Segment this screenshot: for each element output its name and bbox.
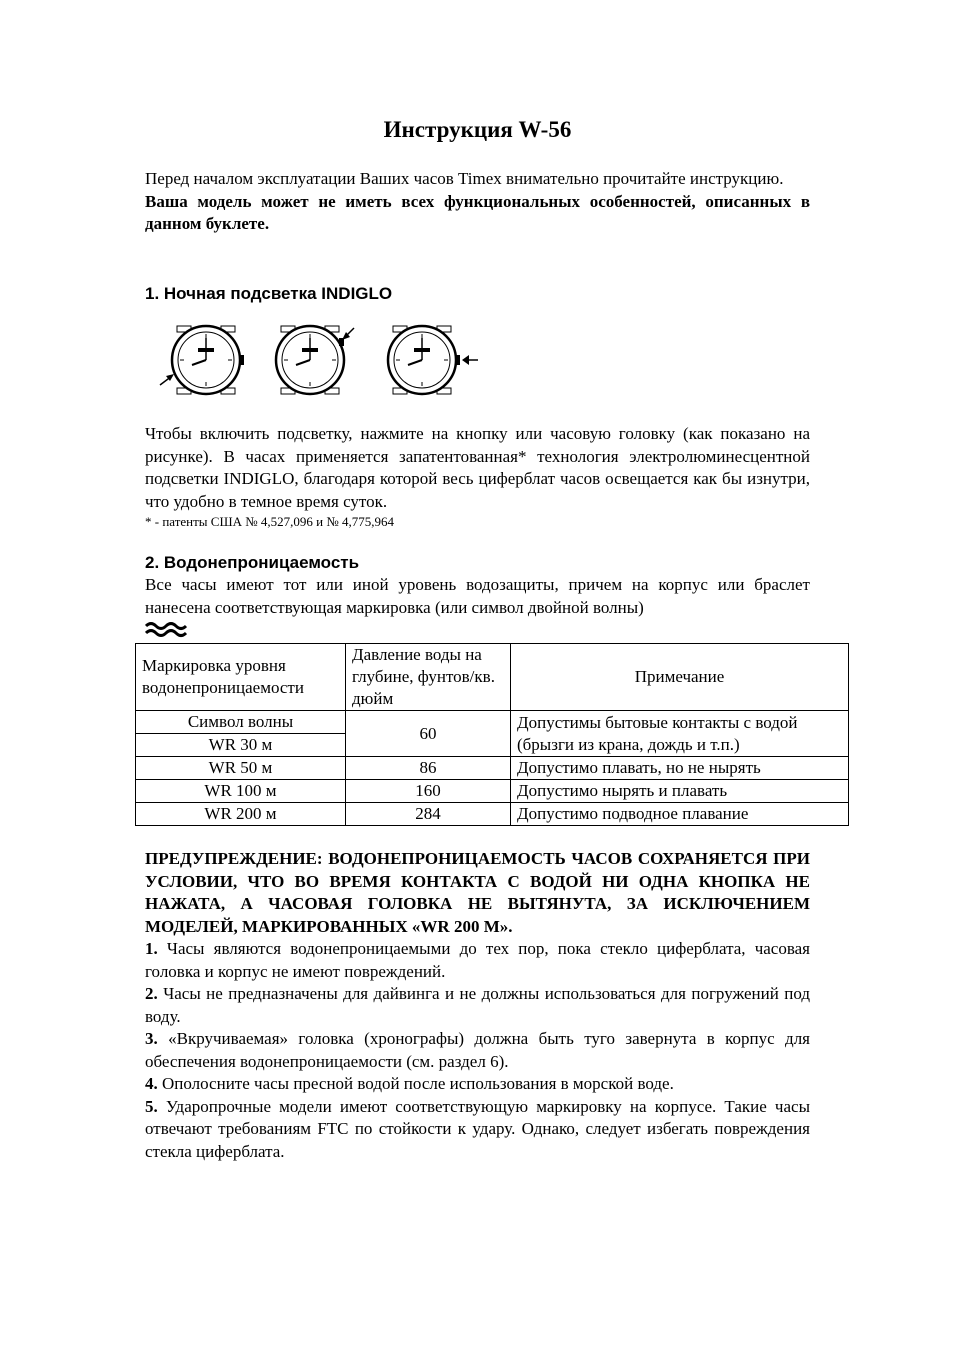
table-row [136, 711, 849, 734]
watch-icon-3 [388, 326, 478, 394]
warning-block [145, 848, 810, 1163]
watch-illustrations [150, 320, 480, 400]
intro-bold-note: Ваша модель может не иметь всех функциональных особенностей, описанных в данном буклете. [145, 191, 810, 233]
section-2-body [145, 574, 810, 619]
note-item-5 [145, 1096, 810, 1164]
table-cell-note: Допустимо подводное плавание [511, 803, 849, 826]
note-text: Ополосните часы пресной водой после использования в морской воде. [162, 1074, 674, 1093]
watch-icon-1 [160, 326, 244, 394]
section-1-text: Чтобы включить подсветку, нажмите на кнопку или часовую головку (как показано на рисунке). В часах применяется запатентованная* технология электролюминесцентной подсветки INDIGLO, благодаря которой весь циферблат часов освещается как бы изнутри, что удобно в темное время суток. [145, 424, 810, 511]
table-cell-mark: WR 50 м [136, 757, 346, 780]
table-cell-mark: WR 30 м [136, 734, 346, 757]
note-text: Ударопрочные модели имеют соответствующую маркировку на корпусе. Такие часы отвечают требованиям FTC по стойкости к удару. Однако, следует избегать повреждения стекла циферблата. [145, 1096, 810, 1161]
section-1-body [145, 423, 810, 531]
page-title: Инструкция W-56 [383, 117, 572, 142]
note-text: «Вкручиваемая» головка (хронографы) должна быть туго завернута в корпус для обеспечения водонепроницаемости (см. раздел 6). [145, 1029, 811, 1071]
table-cell-mark: WR 100 м [136, 780, 346, 803]
section-1-heading: 1. Ночная подсветка INDIGLO [145, 284, 393, 303]
table-row [136, 780, 849, 803]
note-number: 4. [145, 1074, 158, 1093]
table-header-pressure: Давление воды на глубине, фунтов/кв. дюйм [346, 644, 511, 711]
section-2-heading: 2. Водонепроницаемость [145, 553, 360, 572]
table-header-note: Примечание [511, 644, 849, 711]
note-item-2 [145, 983, 810, 1028]
table-cell-pressure: 160 [346, 780, 511, 803]
water-resistance-table [135, 643, 849, 826]
table-header-mark: Маркировка уровня водонепроницаемости [136, 644, 346, 711]
note-item-4 [145, 1073, 810, 1096]
note-text: Часы не предназначены для дайвинга и не должны использоваться для погружений под воду. [145, 984, 811, 1026]
table-cell-mark: WR 200 м [136, 803, 346, 826]
note-number: 5. [145, 1096, 158, 1116]
table-cell-pressure: 60 [346, 711, 511, 757]
note-item-1 [145, 938, 810, 983]
table-cell-note: Допустимы бытовые контакты с водой (брызги из крана, дождь и т.п.) [511, 711, 849, 757]
table-row [136, 803, 849, 826]
note-number: 2. [145, 984, 158, 1003]
table-cell-note: Допустимо нырять и плавать [511, 780, 849, 803]
table-header-row [136, 644, 849, 711]
table-cell-note: Допустимо плавать, но не нырять [511, 757, 849, 780]
patent-footnote: * - патенты США № 4,527,096 и № 4,775,964 [145, 514, 394, 529]
section-2-text: Все часы имеют тот или иной уровень водозащиты, причем на корпус или браслет нанесена соответствующая маркировка (или символ двойной волны) [145, 575, 810, 617]
table-cell-mark: Символ волны [136, 711, 346, 734]
note-item-3 [145, 1028, 810, 1073]
watch-icon-2 [276, 326, 354, 394]
table-cell-pressure: 284 [346, 803, 511, 826]
note-number: 3. [145, 1029, 158, 1048]
intro-text: Перед началом эксплуатации Ваших часов Timex внимательно прочитайте инструкцию. [145, 169, 784, 188]
warning-text: ПРЕДУПРЕЖДЕНИЕ: ВОДОНЕПРОНИЦАЕМОСТЬ ЧАСОВ СОХРАНЯЕТСЯ ПРИ УСЛОВИИ, ЧТО ВО ВРЕМЯ КОНТАКТА С ВОДОЙ НИ ОДНА КНОПКА НЕ НАЖАТА, А ЧАСОВАЯ ГОЛОВКА НЕ ВЫТЯНУТА, ЗА ИСКЛЮЧЕНИЕМ МОДЕЛЕЙ, МАРКИРОВАННЫХ «WR 200 М». [145, 849, 810, 936]
intro-block [145, 168, 810, 236]
note-number: 1. [145, 939, 158, 958]
table-cell-pressure: 86 [346, 757, 511, 780]
table-row [136, 757, 849, 780]
note-text: Часы являются водонепроницаемыми до тех пор, пока стекло циферблата, часовая головка и корпус не имеют повреждений. [145, 939, 811, 981]
double-wave-icon [145, 621, 187, 639]
